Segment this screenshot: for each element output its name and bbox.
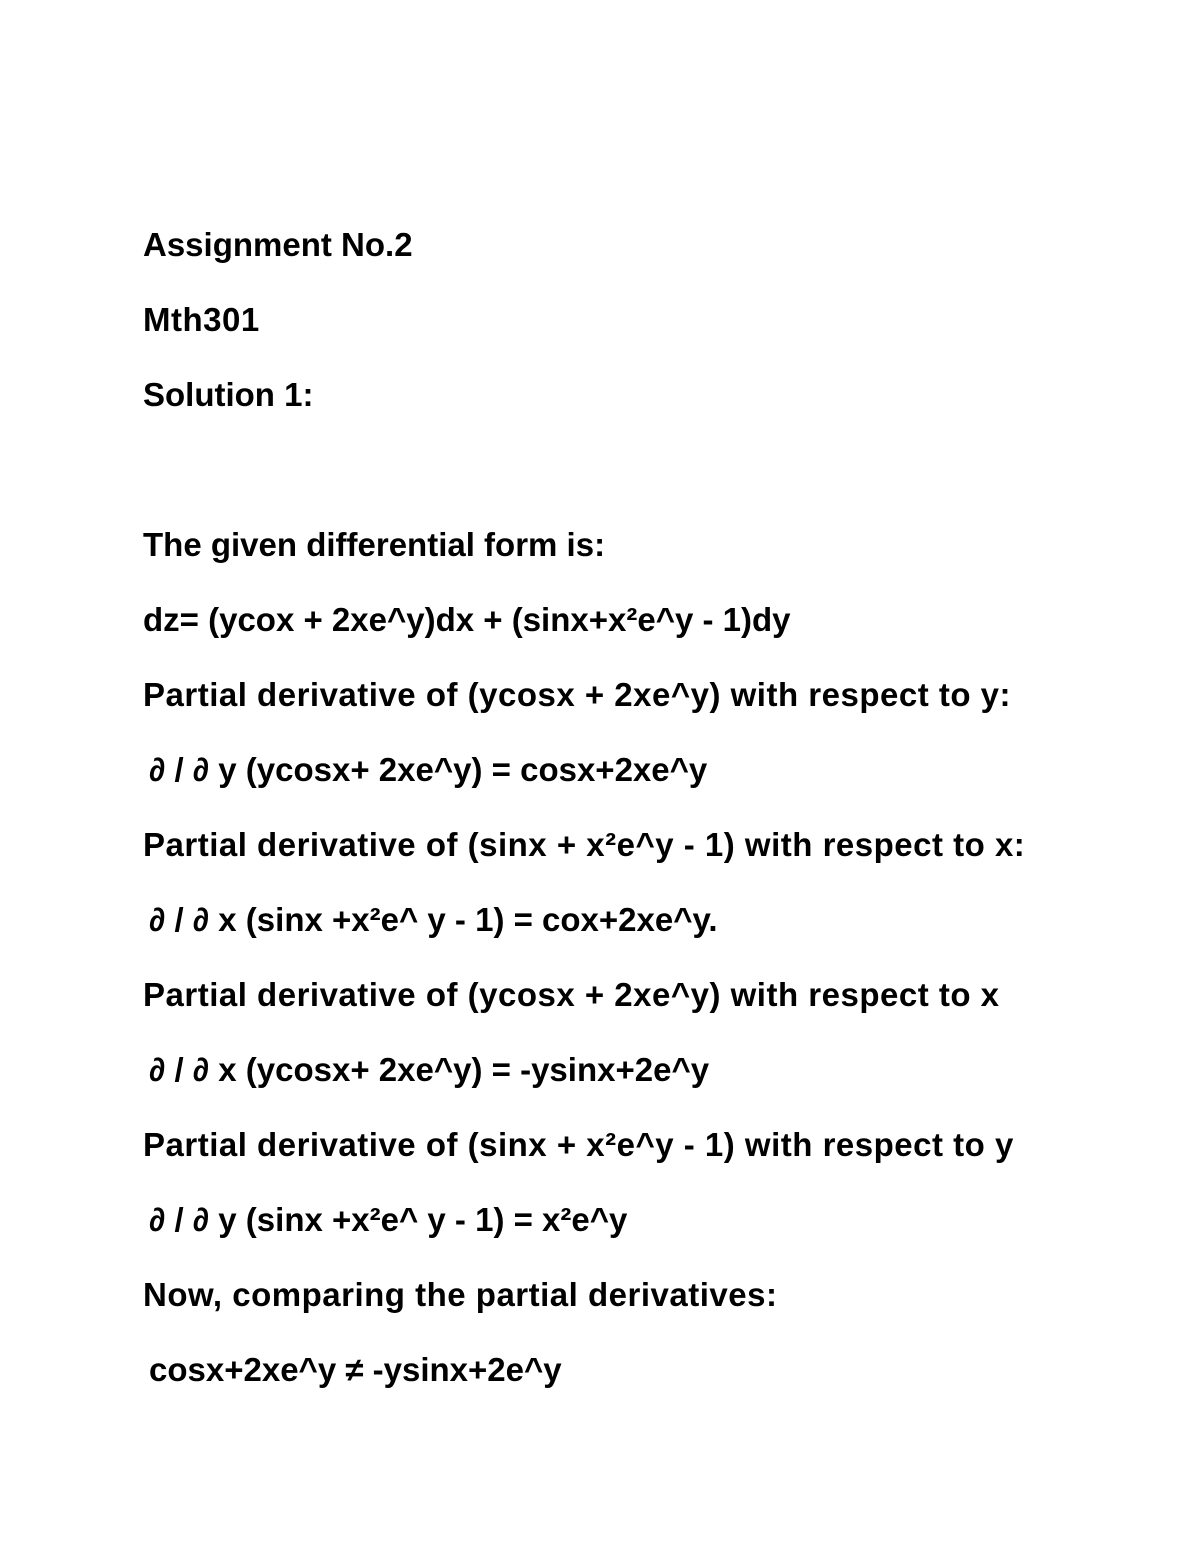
solution-heading: Solution 1:: [143, 376, 314, 413]
partial-derivative-heading-4: Partial derivative of (sinx + x²e^y - 1) with respect to y: [143, 1126, 1014, 1163]
comparison-result: cosx+2xe^y ≠ -ysinx+2e^y: [149, 1351, 562, 1388]
partial-derivative-result-4: ∂ / ∂ y (sinx +x²e^ y - 1) = x²e^y: [149, 1201, 628, 1238]
partial-derivative-heading-3: Partial derivative of (ycosx + 2xe^y) with respect to x: [143, 976, 1000, 1013]
differential-form-equation: dz= (ycox + 2xe^y)dx + (sinx+x²e^y - 1)dy: [143, 601, 791, 638]
intro-line: The given differential form is:: [143, 526, 606, 563]
partial-derivative-result-2: ∂ / ∂ x (sinx +x²e^ y - 1) = cox+2xe^y.: [149, 901, 718, 938]
partial-derivative-heading-1: Partial derivative of (ycosx + 2xe^y) with respect to y:: [143, 676, 1012, 713]
assignment-title: Assignment No.2: [143, 226, 413, 263]
course-code: Mth301: [143, 301, 260, 338]
partial-derivative-heading-2: Partial derivative of (sinx + x²e^y - 1) with respect to x:: [143, 826, 1026, 863]
comparison-heading: Now, comparing the partial derivatives:: [143, 1276, 778, 1313]
partial-derivative-result-3: ∂ / ∂ x (ycosx+ 2xe^y) = -ysinx+2e^y: [149, 1051, 710, 1088]
partial-derivative-result-1: ∂ / ∂ y (ycosx+ 2xe^y) = cosx+2xe^y: [149, 751, 708, 788]
